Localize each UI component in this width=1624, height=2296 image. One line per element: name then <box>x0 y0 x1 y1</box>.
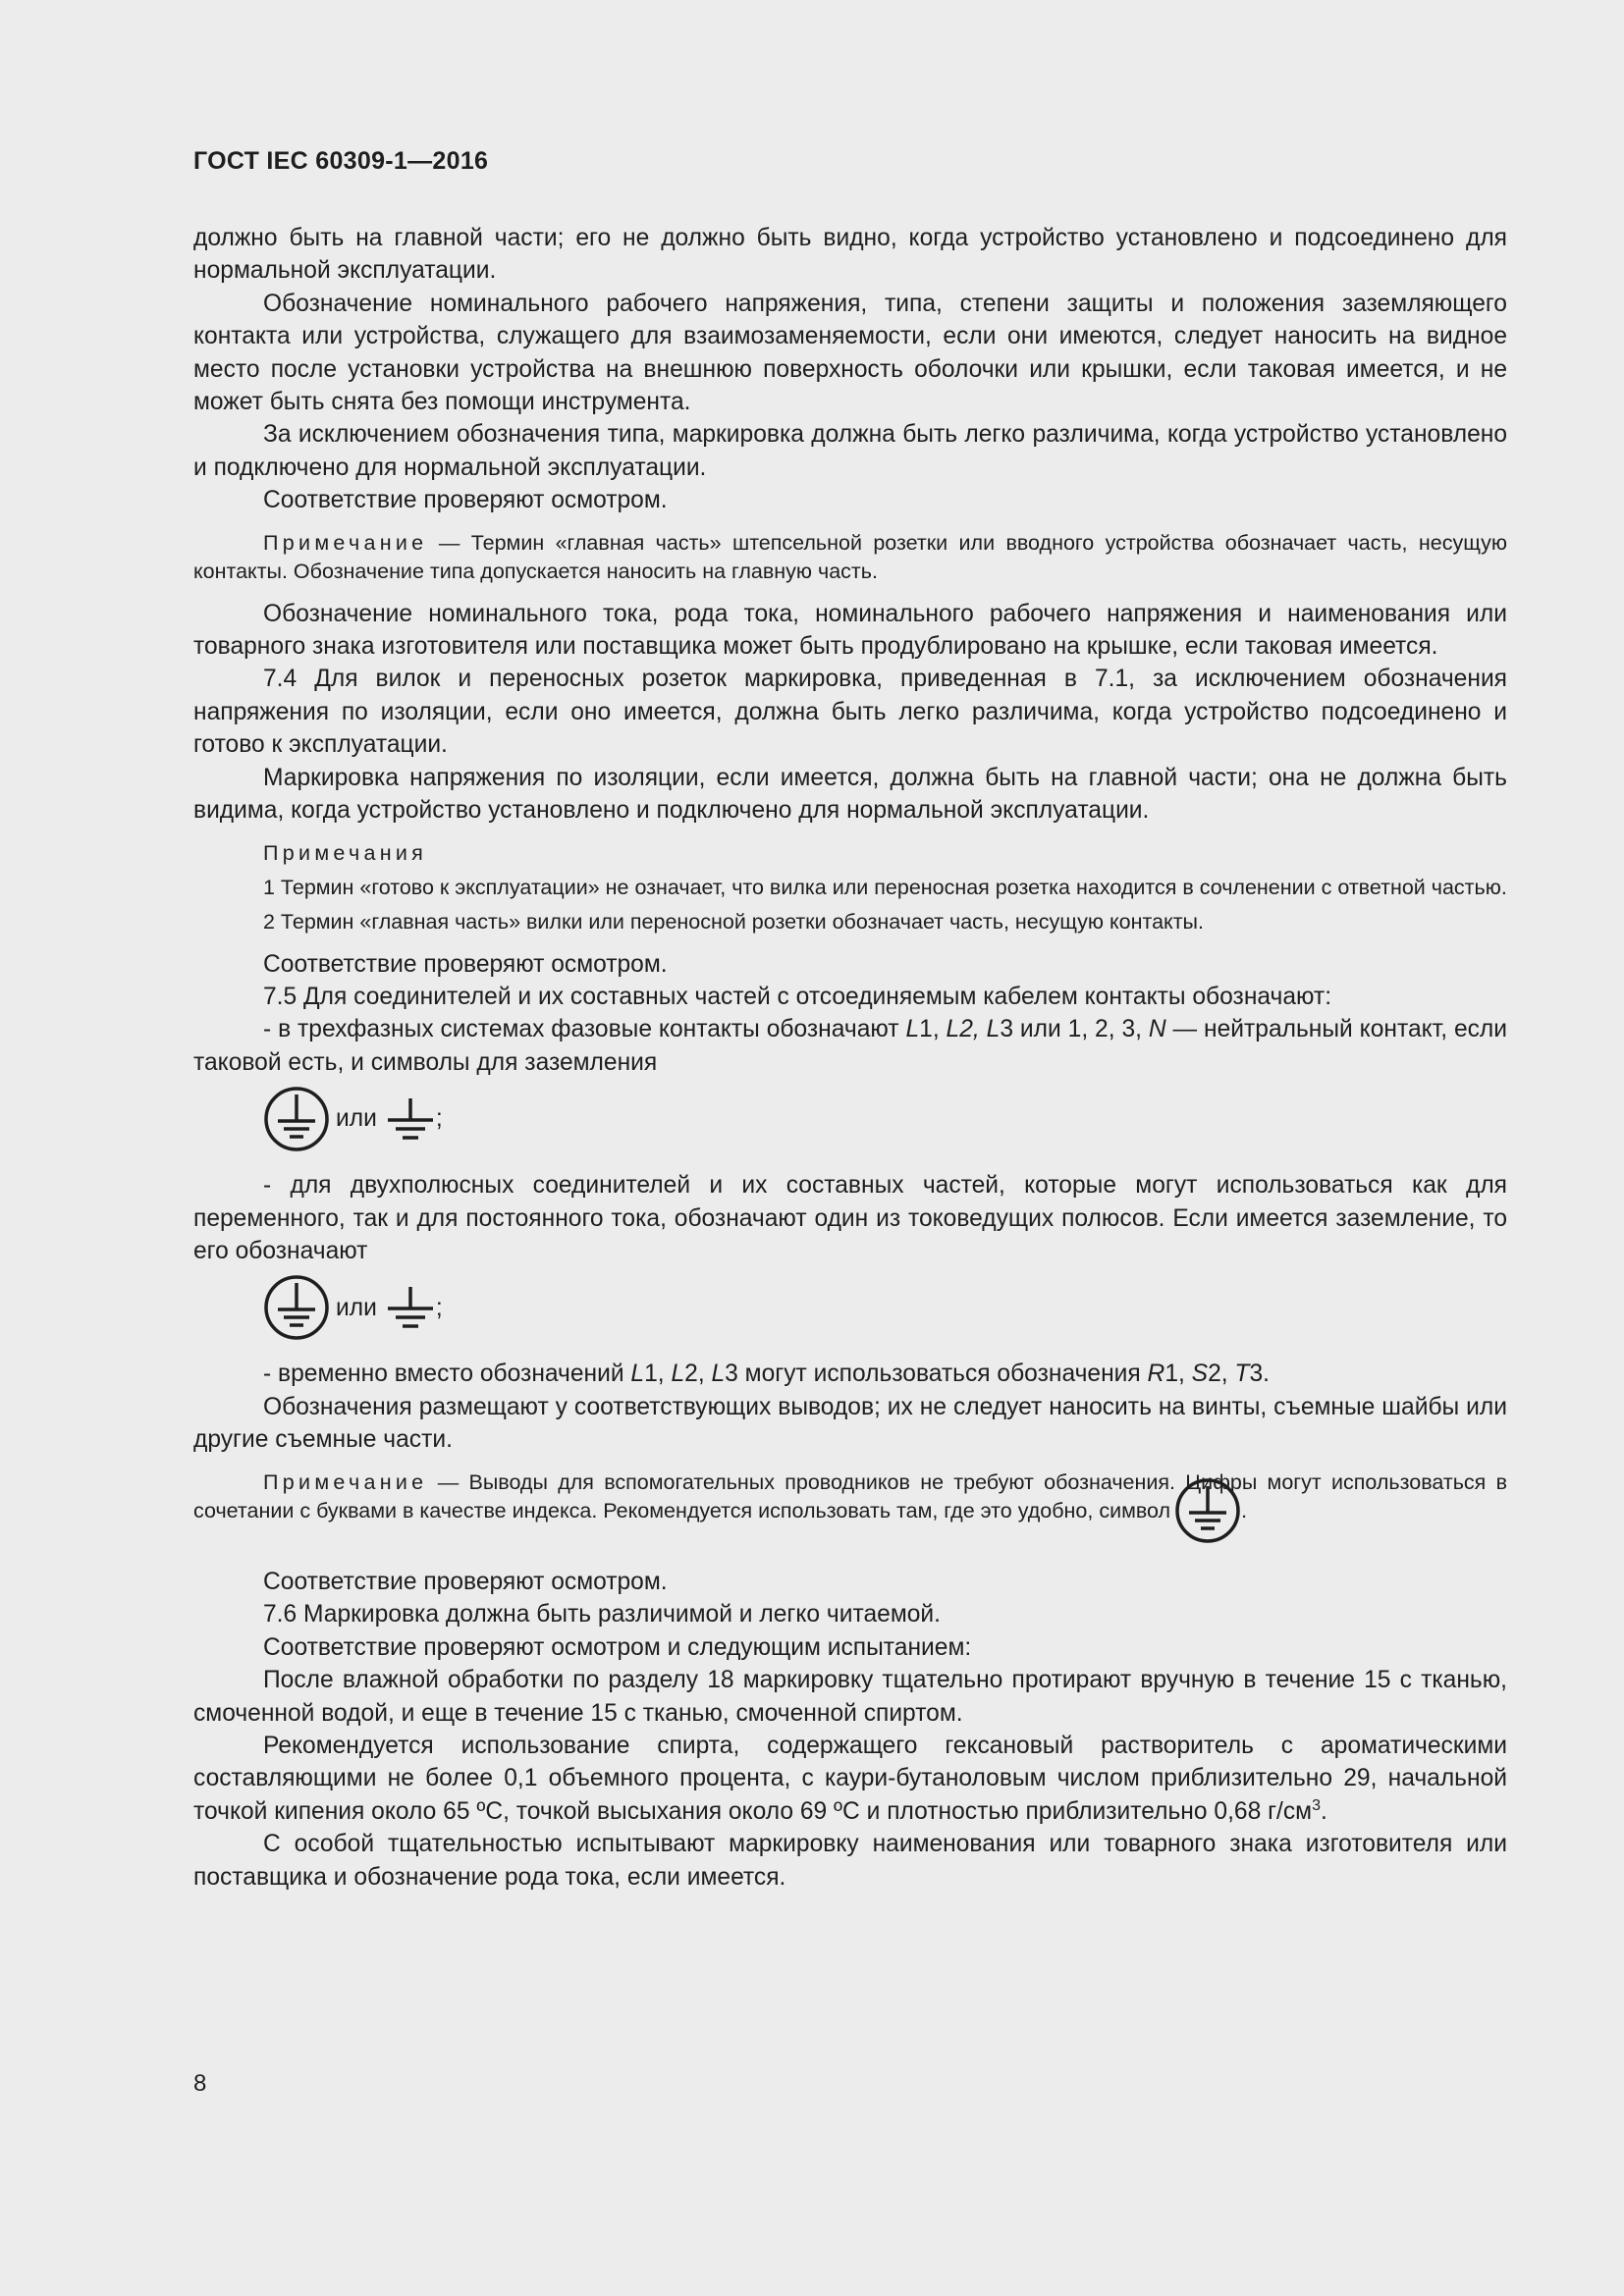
document-body <box>193 222 1507 1894</box>
note-item: 2 Термин «главная часть» вилки или переносной розетки обозначает часть, несущую контакты. <box>263 909 1204 934</box>
note-label: Примечание <box>263 530 428 555</box>
page-number: 8 <box>193 2070 207 2097</box>
note <box>193 529 1507 586</box>
paragraph: Соответствие проверяют осмотром. <box>263 1568 668 1595</box>
note: Примечание — Выводы для вспомогательных проводников не требуют обозначения. Цифры могут использоваться в сочетании с буквами в качестве индекса. Рекомендуется использовать там, где это удобно, символ . <box>193 1468 1507 1526</box>
paragraph: Соответствие проверяют осмотром. <box>263 487 668 514</box>
protective-earth-icon <box>263 1086 330 1152</box>
note-item: 1 Термин «готово к эксплуатации» не означает, что вилка или переносная розетка находится в сочленении с ответной частью. <box>263 875 1507 899</box>
earth-ground-icon <box>385 1285 436 1330</box>
note-text: — Термин «главная часть» штепсельной розетки или вводного устройства обозначает часть, несущую контакты. Обозначение типа допускается наносить на главную часть. <box>193 530 1507 583</box>
paragraph: - временно вместо обозначений L1, L2, L3 могут использоваться обозначения R1, S2, T3. <box>263 1361 1270 1388</box>
paragraph: 7.5 Для соединителей и их составных частей с отсоединяемым кабелем контакты обозначают: <box>263 983 1332 1010</box>
paragraph: За исключением обозначения типа, маркировка должна быть легко различима, когда устройство установлено и подключено для нормальной эксплуатации. <box>193 421 1507 481</box>
earth-symbols-row <box>193 1271 1507 1344</box>
paragraph: - для двухполюсных соединителей и их составных частей, которые могут использоваться как для переменного, так и для постоянного тока, обозначают один из токоведущих полюсов. Если имеется заземление, то его обозначают <box>193 1172 1507 1264</box>
semicolon: ; <box>435 1294 443 1321</box>
protective-earth-icon <box>1174 1477 1241 1544</box>
paragraph: Обозначения размещают у соответствующих выводов; их не следует наносить на винты, съемные шайбы или другие съемные части. <box>193 1393 1507 1454</box>
paragraph: - в трехфазных системах фазовые контакты обозначают L1, L2, L3 или 1, 2, 3, N — нейтральный контакт, если таковой есть, и символы для заземления <box>193 1016 1508 1076</box>
paragraph: Соответствие проверяют осмотром. <box>263 950 668 978</box>
note-text: — Выводы для вспомогательных проводников не требуют обозначения. Цифры могут использоваться в сочетании с буквами в качестве индекса. Рекомендуется использовать там, где это удобно, символ <box>193 1469 1507 1522</box>
paragraph: Обозначение номинального тока, рода тока, номинального рабочего напряжения и наименования или товарного знака изготовителя или поставщика может быть продублировано на крышке, если таковая имеется. <box>193 600 1507 661</box>
protective-earth-icon <box>263 1274 330 1341</box>
earth-ground-icon <box>385 1096 436 1142</box>
document-header: ГОСТ IEC 60309-1—2016 <box>193 147 489 175</box>
notes-label: Примечания <box>263 840 428 865</box>
note-label: Примечание <box>263 1469 428 1494</box>
paragraph: должно быть на главной части; его не должно быть видно, когда устройство установлено и подсоединено для нормальной эксплуатации. <box>193 225 1507 285</box>
or-text: или <box>336 1294 377 1321</box>
paragraph: Маркировка напряжения по изоляции, если имеется, должна быть на главной части; она не должна быть видима, когда устройство установлено и подключено для нормальной эксплуатации. <box>193 764 1507 825</box>
paragraph: С особой тщательностью испытывают маркировку наименования или товарного знака изготовителя или поставщика и обозначение рода тока, если имеется. <box>193 1831 1507 1891</box>
paragraph: 7.4 Для вилок и переносных розеток маркировка, приведенная в 7.1, за исключением обозначения напряжения по изоляции, если оно имеется, должна быть легко различима, когда устройство подсоединено и готово к эксплуатации. <box>193 666 1507 759</box>
semicolon: ; <box>435 1105 443 1133</box>
paragraph: Обозначение номинального рабочего напряжения, типа, степени защиты и положения заземляющего контакта или устройства, служащего для взаимозаменяемости, если они имеются, следует наносить на видное место после установки устройства на внешнюю поверхность оболочки или крышки, если таковая имеется, и не может быть снята без помощи инструмента. <box>193 290 1507 416</box>
earth-symbols-row <box>193 1083 1507 1155</box>
paragraph: 7.6 Маркировка должна быть различимой и легко читаемой. <box>263 1601 941 1629</box>
paragraph: Рекомендуется использование спирта, содержащего гексановый растворитель с ароматическими составляющими не более 0,1 объемного процента, с каури-бутаноловым числом приблизительно 29, начальной точкой кипения около 65 ºС, точкой высыхания около 69 ºС и плотностью приблизительно 0,68 $г/см^3$. <box>193 1732 1507 1825</box>
paragraph: После влажной обработки по разделу 18 маркировку тщательно протирают вручную в течение 15 с тканью, смоченной водой, и еще в течение 15 с тканью, смоченной спиртом. <box>193 1667 1507 1727</box>
or-text: или <box>336 1105 377 1133</box>
paragraph: Соответствие проверяют осмотром и следующим испытанием: <box>263 1633 972 1661</box>
